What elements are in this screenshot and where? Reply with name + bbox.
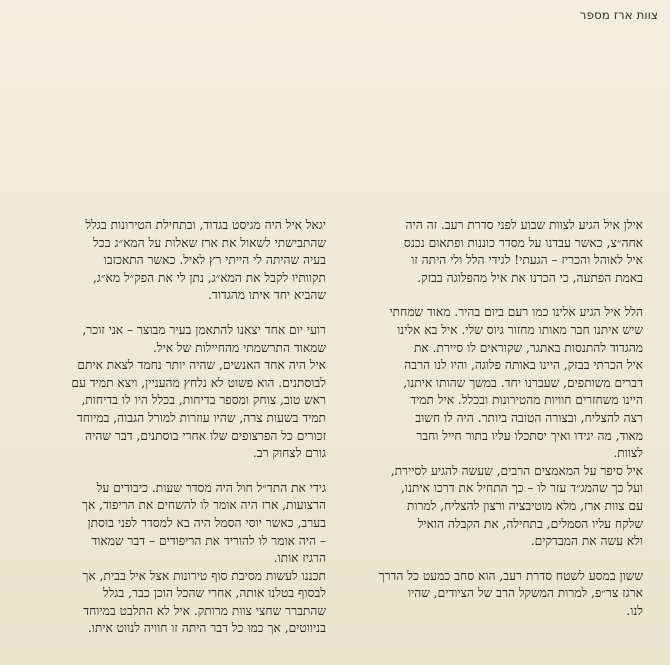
paragraph-gidi: גידי את התד״ל חול היה מסדר שעות. כיבודים על הרצועות, ארז היה אומר לו להשחים את הריפוד, אך בערב, כאשר יוסי הסמל היה בא למסדר לפני בוסתן – היה אומר לו להוריד את הריפודים – דבר שמאוד הרגיז אותו. תכננו לעשות מסיבת סוף טירונות אצל איל בבית, אך לבסוף בטלנו אותה, אחרי שהכל הוכן כבר, בגלל שהתברר שחצי צוות מרותק. איל לא התלבט במיוחד בניווטים, אך כמו כל דבר היתה זו חוויה לנווט איתו. [81, 480, 326, 636]
paragraph-hillel: הלל איל הגיע אלינו כמו רעם ביום בהיר. מאוד שמחתי שיש איתנו חבר מאותו מחזור גיוס שלי. איל בא אלינו מהגדוד להתנסות באתגר, שקוראים לו סיירת. את איל הכרתי בבזק, היינו באותה פלוגה, והיו לנו הרבה דברים משותפים, שעברנו יחד. במשך שהותו איתנו, היינו משחזרים חוויות מהטירונות ובכלל. איל תמיד רצה להצליח, ובצורה הטובה ביותר. היה לו חשוב מאוד, מה יגידו ואיך יסתכלו עליו בתור חייל וחבר לצוות. איל סיפר על המאמצים הרבים, שעשה להגיע לסיירת, ועל כך שהמג״ד עזר לו – כך התחיל את דרכו איתנו, עם צוות ארז, מלא מוטיבציה ורצון להצליח, למרות שלקח עליו הסמלים, בתחילה, את הקבלה הואיל ולא עשה את המבדקים. [389, 305, 643, 549]
left-column [26, 217, 326, 655]
right-column [343, 217, 643, 637]
paragraph-ilan: אילן איל הגיע לצוות שבוע לפני סדרת רעב. זה היה אחה״צ, כאשר עבדנו על מסדר כוננות ופתאום נכנס איל לאוהל והכריז – הגעתי! לגידי הלל ולי היתה זו באמת הפתעה, כי הכרנו את איל מהפלוגה בבזק. [403, 218, 643, 285]
paragraph-roi: רועי יום אחד יצאנו להתאמן בעיר מבוצר – אני זוכר, שמאוד התרשמתי מהחיילות של איל. איל היה אחד האנשים, שהיה יותר נחמד לצאת איתם לבוסתנים. הוא פשוט לא נלחץ מהעניין, ויצא תמיד עם ראש טוב, צוחק ומספר בדיחות, בכלל היו לו בדיחות, תמיד בשעות צרה, שהיו עוזרות למורל הגבוה, במיוחד זכורים כל הפרצופים שלו אחרי בוסתנים, דבר שהיה גורם לצחוק רב. [71, 322, 326, 461]
paragraph-yigal: יגאל איל היה מגיסט בגדוד, ובתחילת הטירונות בגלל שהתבישתי לשאול את ארז שאלות על המא״ג בכל בעיה שהיתה לי הייתי רץ לאיל. כאשר התאכזבו תקוותיו לקבל את המא״ג, נתן לי את הפק״ל מא״ג, שהביא יחד איתו מהגדוד. [85, 218, 326, 303]
running-header: צוות ארז מספר [579, 8, 658, 22]
paragraph-sasson: ששון במסע לשטח סדרת רעב, הוא סחב כמעט כל הדרך ארגז צר״פ, למרות המשקל הרב של הציודים, שהיו לנו. [378, 568, 643, 618]
